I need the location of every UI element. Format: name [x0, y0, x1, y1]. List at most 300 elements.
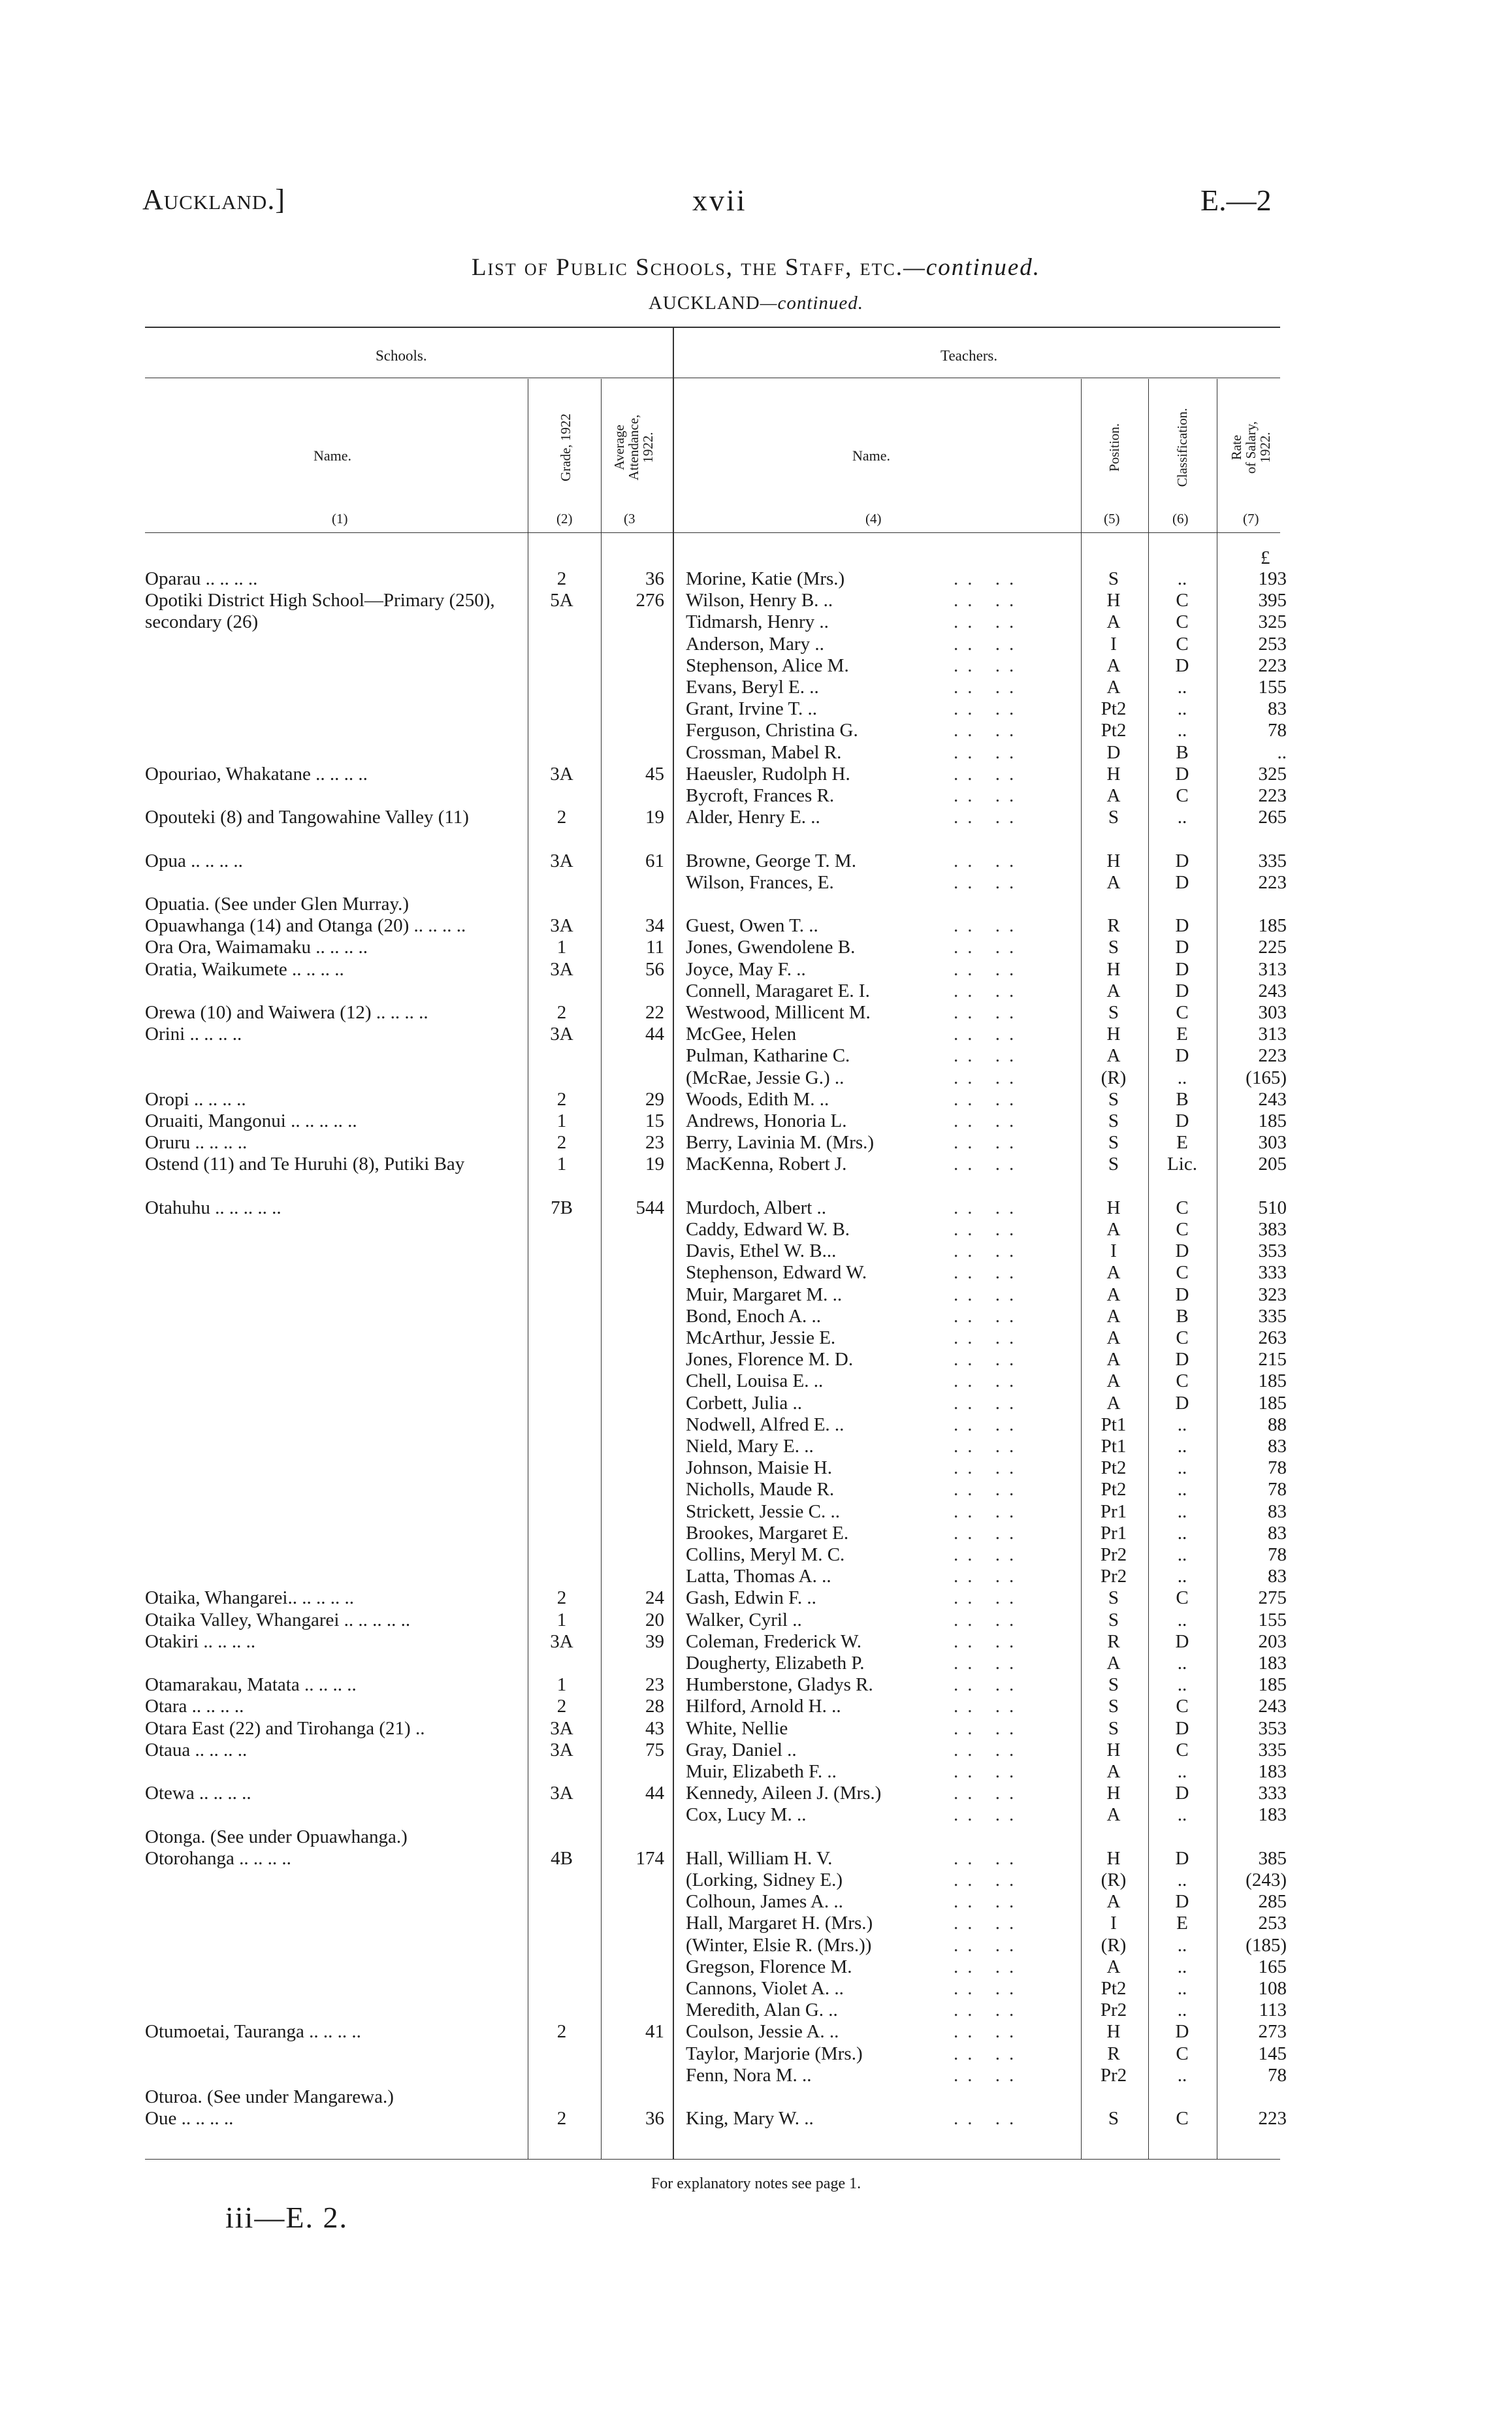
teacher-position: I — [1110, 1913, 1117, 1934]
salary-rate: 243 — [1258, 980, 1287, 1001]
teacher-position: H — [1106, 2021, 1121, 2043]
salary-rate: 285 — [1258, 1891, 1287, 1913]
teacher-position: A — [1106, 1392, 1121, 1414]
salary-rate: 265 — [1258, 807, 1287, 828]
dot-leader: .. .. — [954, 1891, 1023, 1913]
teacher-position: A — [1106, 1284, 1121, 1305]
salary-rate: 185 — [1258, 1110, 1287, 1131]
teacher-position: Pt1 — [1101, 1414, 1127, 1435]
teacher-name: Gash, Edwin F. .. — [686, 1587, 816, 1609]
teacher-name: Grant, Irvine T. .. — [686, 698, 818, 720]
teacher-name: Stephenson, Edward W. — [686, 1262, 867, 1284]
teacher-name: Ferguson, Christina G. — [686, 720, 858, 741]
teacher-position: H — [1106, 1024, 1121, 1045]
salary-header: Rate of Salary, 1922. — [1229, 421, 1273, 474]
dot-leader: .. .. — [954, 1370, 1023, 1392]
salary-rate: 325 — [1258, 611, 1287, 633]
teacher-position: A — [1106, 1653, 1121, 1674]
school-name: Ostend (11) and Te Huruhi (8), Putiki Bay — [145, 1154, 465, 1175]
teacher-classification: .. — [1177, 1067, 1187, 1088]
teacher-name: White, Nellie — [686, 1717, 788, 1739]
teacher-classification: .. — [1177, 1978, 1187, 1999]
teacher-classification: C — [1176, 590, 1189, 611]
teacher-name: Wilson, Henry B. .. — [686, 590, 833, 611]
currency-symbol: £ — [1261, 547, 1270, 568]
teacher-classification: .. — [1177, 677, 1187, 698]
average-attendance: 75 — [645, 1739, 664, 1760]
teacher-classification: .. — [1177, 698, 1187, 720]
salary-rate: 83 — [1268, 1436, 1287, 1457]
teacher-name: Andrews, Honoria L. — [686, 1110, 847, 1131]
col-number-4: (4) — [865, 511, 882, 526]
teacher-name: Morine, Katie (Mrs.) — [686, 568, 845, 589]
header-bottom-rule — [145, 532, 1280, 533]
school-grade: 7B — [551, 1197, 573, 1218]
school-name: Opuatia. (See under Glen Murray.) — [145, 894, 409, 915]
teacher-position: D — [1106, 741, 1121, 763]
salary-rate: 273 — [1258, 2021, 1287, 2043]
dot-leader: .. .. — [954, 2108, 1023, 2130]
dot-leader: .. .. — [954, 763, 1023, 785]
school-grade: 2 — [556, 1088, 567, 1110]
col-number-5: (5) — [1104, 511, 1120, 526]
attendance-header: Average Attendance, 1922. — [611, 414, 656, 481]
salary-rate: 83 — [1268, 1566, 1287, 1587]
salary-rate: 193 — [1258, 568, 1287, 589]
teacher-name: Evans, Beryl E. .. — [686, 677, 819, 698]
school-grade: 3A — [550, 915, 573, 937]
average-attendance: 44 — [645, 1783, 664, 1804]
teacher-classification: D — [1175, 1240, 1189, 1262]
school-grade: 3A — [550, 1739, 573, 1760]
teacher-position: S — [1108, 807, 1119, 828]
teacher-name: Coleman, Frederick W. — [686, 1630, 862, 1652]
dot-leader: .. .. — [954, 2064, 1023, 2086]
dot-leader: .. .. — [954, 1522, 1023, 1544]
dot-leader: .. .. — [954, 1761, 1023, 1782]
school-name: Oturoa. (See under Mangarewa.) — [145, 2086, 394, 2107]
school-grade: 2 — [556, 1132, 567, 1154]
position-header: Position. — [1106, 423, 1122, 472]
dot-leader: .. .. — [954, 1045, 1023, 1067]
teacher-position: Pt2 — [1101, 1978, 1127, 1999]
school-name: Ora Ora, Waimamaku .. .. .. .. — [145, 937, 368, 958]
school-grade: 3A — [550, 850, 573, 871]
salary-rate: 335 — [1258, 1305, 1287, 1327]
classification-header: Classification. — [1174, 408, 1190, 487]
col-number-3: (3 — [624, 511, 635, 526]
teacher-name: Cannons, Violet A. .. — [686, 1978, 844, 1999]
school-name: Otara East (22) and Tirohanga (21) .. — [145, 1717, 425, 1739]
teacher-name: Caddy, Edward W. B. — [686, 1219, 850, 1240]
teacher-name: Cox, Lucy M. .. — [686, 1804, 807, 1826]
teacher-position: (R) — [1101, 1934, 1127, 1956]
school-name: Orewa (10) and Waiwera (12) .. .. .. .. — [145, 1002, 428, 1023]
salary-rate: 275 — [1258, 1587, 1287, 1609]
teacher-name: (Lorking, Sidney E.) — [686, 1870, 843, 1890]
school-grade: 3A — [550, 763, 573, 785]
school-name: Opotiki District High School—Primary (250), secondary (26) — [145, 590, 495, 633]
col-number-7: (7) — [1243, 511, 1259, 526]
school-name: Opuawhanga (14) and Otanga (20) .. .. .. .. — [145, 915, 466, 937]
teacher-classification: D — [1175, 2021, 1189, 2043]
teacher-classification: D — [1175, 1891, 1189, 1913]
teacher-position: H — [1106, 850, 1121, 871]
teacher-position: I — [1110, 633, 1117, 655]
teacher-position: H — [1106, 1197, 1121, 1218]
school-name: Otaika Valley, Whangarei .. .. .. .. .. — [145, 1609, 411, 1630]
school-grade: 2 — [556, 1002, 567, 1023]
teacher-position: A — [1106, 980, 1121, 1001]
dot-leader: .. .. — [954, 1609, 1023, 1630]
teacher-classification: E — [1176, 1024, 1188, 1045]
teacher-position: R — [1107, 2043, 1120, 2064]
dot-leader: .. .. — [954, 2000, 1023, 2021]
dot-leader: .. .. — [954, 1870, 1023, 1890]
teacher-position: A — [1106, 1219, 1121, 1240]
col-divider-teachers — [673, 327, 674, 2159]
salary-rate: 353 — [1258, 1240, 1287, 1262]
teacher-classification: B — [1176, 1088, 1189, 1110]
teacher-position: H — [1106, 958, 1121, 980]
teacher-name: Tidmarsh, Henry .. — [686, 611, 829, 633]
teacher-position: S — [1108, 1088, 1119, 1110]
salary-rate: 185 — [1258, 915, 1287, 937]
salary-rate: 303 — [1258, 1132, 1287, 1154]
teacher-position: H — [1106, 1847, 1121, 1869]
teacher-name: Bond, Enoch A. .. — [686, 1305, 822, 1327]
dot-leader: .. .. — [954, 677, 1023, 698]
salary-rate: 253 — [1258, 633, 1287, 655]
school-grade: 2 — [556, 2021, 567, 2043]
dot-leader: .. .. — [954, 1088, 1023, 1110]
salary-rate: 325 — [1258, 763, 1287, 785]
average-attendance: 43 — [645, 1717, 664, 1739]
teacher-name: Stephenson, Alice M. — [686, 655, 849, 676]
teacher-position: H — [1106, 590, 1121, 611]
teacher-classification: .. — [1177, 2064, 1187, 2086]
school-grade: 3A — [550, 1717, 573, 1739]
teacher-position: A — [1106, 1956, 1121, 1977]
teacher-name: Connell, Maragaret E. I. — [686, 980, 870, 1001]
teacher-classification: C — [1176, 1327, 1189, 1348]
teacher-name: King, Mary W. .. — [686, 2108, 814, 2130]
table-bottom-rule — [145, 2159, 1280, 2160]
dot-leader: .. .. — [954, 2043, 1023, 2064]
school-name: Otumoetai, Tauranga .. .. .. .. — [145, 2021, 361, 2043]
dot-leader: .. .. — [954, 655, 1023, 676]
salary-rate: 165 — [1258, 1956, 1287, 1977]
school-grade: 3A — [550, 1024, 573, 1045]
teacher-classification: D — [1175, 915, 1189, 937]
salary-rate: 83 — [1268, 698, 1287, 720]
teacher-name: (McRae, Jessie G.) .. — [686, 1067, 844, 1088]
dot-leader: .. .. — [954, 1717, 1023, 1739]
school-name: Oruaiti, Mangonui .. .. .. .. .. — [145, 1110, 357, 1131]
teacher-name: Gregson, Florence M. — [686, 1956, 852, 1977]
salary-rate: (185) — [1246, 1934, 1287, 1956]
salary-rate: 155 — [1258, 1609, 1287, 1630]
teacher-position: S — [1108, 1002, 1119, 1023]
school-grade: 2 — [556, 807, 567, 828]
teacher-name: Muir, Margaret M. .. — [686, 1284, 843, 1305]
teacher-position: A — [1106, 677, 1121, 698]
salary-rate: 313 — [1258, 958, 1287, 980]
teacher-classification: D — [1175, 1045, 1189, 1067]
school-grade: 4B — [551, 1847, 573, 1869]
dot-leader: .. .. — [954, 1913, 1023, 1934]
dot-leader: .. .. — [954, 807, 1023, 828]
teacher-name: Humberstone, Gladys R. — [686, 1674, 873, 1696]
signature-mark: iii—E. 2. — [225, 2201, 348, 2234]
salary-rate: 108 — [1258, 1978, 1287, 1999]
teacher-classification: D — [1175, 655, 1189, 676]
salary-rate: 510 — [1258, 1197, 1287, 1218]
average-attendance: 36 — [645, 2108, 664, 2130]
salary-rate: 78 — [1268, 720, 1287, 741]
dot-leader: .. .. — [954, 1457, 1023, 1479]
average-attendance: 45 — [645, 763, 664, 785]
dot-leader: .. .. — [954, 1479, 1023, 1500]
teacher-name: Colhoun, James A. .. — [686, 1891, 843, 1913]
teacher-classification: .. — [1177, 1674, 1187, 1696]
teacher-name: Nield, Mary E. .. — [686, 1436, 814, 1457]
teacher-classification: D — [1175, 763, 1189, 785]
teacher-classification: D — [1175, 958, 1189, 980]
teacher-classification: C — [1176, 1262, 1189, 1284]
teacher-name: Muir, Elizabeth F. .. — [686, 1761, 837, 1782]
teacher-name: Guest, Owen T. .. — [686, 915, 818, 937]
salary-rate: 83 — [1268, 1500, 1287, 1522]
col-divider-classification — [1148, 379, 1149, 2159]
teacher-classification: D — [1175, 1110, 1189, 1131]
school-name: Otara .. .. .. .. — [145, 1696, 244, 1717]
school-name: Opouteki (8) and Tangowahine Valley (11) — [145, 807, 469, 828]
schools-section-header: Schools. — [376, 348, 427, 364]
salary-rate: 78 — [1268, 2064, 1287, 2086]
teacher-position: A — [1106, 1761, 1121, 1782]
teacher-name: Gray, Daniel .. — [686, 1739, 797, 1760]
average-attendance: 19 — [645, 1154, 664, 1175]
salary-rate: 83 — [1268, 1522, 1287, 1544]
page-subtitle: AUCKLAND—continued. — [648, 293, 864, 314]
teacher-classification: Lic. — [1167, 1154, 1197, 1175]
school-grade: 1 — [556, 1674, 567, 1696]
school-name: Oratia, Waikumete .. .. .. .. — [145, 958, 344, 980]
dot-leader: .. .. — [954, 1392, 1023, 1414]
dot-leader: .. .. — [954, 1197, 1023, 1218]
teacher-name: Joyce, May F. .. — [686, 958, 806, 980]
dot-leader: .. .. — [954, 1804, 1023, 1826]
salary-rate: 225 — [1258, 937, 1287, 958]
dot-leader: .. .. — [954, 785, 1023, 806]
teacher-name: Hall, William H. V. — [686, 1847, 833, 1869]
dot-leader: .. .. — [954, 1284, 1023, 1305]
teacher-classification: C — [1176, 611, 1189, 633]
teacher-position: S — [1108, 1717, 1119, 1739]
teacher-position: R — [1107, 915, 1120, 937]
dot-leader: .. .. — [954, 568, 1023, 589]
salary-rate: 323 — [1258, 1284, 1287, 1305]
teacher-classification: .. — [1177, 2000, 1187, 2021]
salary-rate: 215 — [1258, 1349, 1287, 1370]
school-name-header: Name. — [314, 447, 352, 464]
dot-leader: .. .. — [954, 1002, 1023, 1023]
teacher-name: Corbett, Julia .. — [686, 1392, 803, 1414]
school-name: Otorohanga .. .. .. .. — [145, 1847, 291, 1869]
teacher-name: Nicholls, Maude R. — [686, 1479, 835, 1500]
teacher-classification: .. — [1177, 720, 1187, 741]
average-attendance: 23 — [645, 1132, 664, 1154]
teacher-classification: D — [1175, 1847, 1189, 1869]
school-grade: 3A — [550, 1783, 573, 1804]
dot-leader: .. .. — [954, 915, 1023, 937]
teacher-position: S — [1108, 1110, 1119, 1131]
average-attendance: 29 — [645, 1088, 664, 1110]
col-divider-position — [1081, 379, 1082, 2159]
col-number-1: (1) — [332, 511, 348, 526]
salary-rate: 223 — [1258, 1045, 1287, 1067]
average-attendance: 19 — [645, 807, 664, 828]
teacher-position: Pt2 — [1101, 1479, 1127, 1500]
school-name: Otonga. (See under Opuawhanga.) — [145, 1826, 408, 1847]
dot-leader: .. .. — [954, 1349, 1023, 1370]
teacher-name: Taylor, Marjorie (Mrs.) — [686, 2043, 863, 2064]
teacher-classification: .. — [1177, 568, 1187, 589]
col-number-2: (2) — [556, 511, 573, 526]
average-attendance: 28 — [645, 1696, 664, 1717]
teacher-position: Pt2 — [1101, 1457, 1127, 1479]
teacher-position: A — [1106, 1349, 1121, 1370]
teacher-position: S — [1108, 937, 1119, 958]
average-attendance: 41 — [645, 2021, 664, 2043]
salary-rate: 88 — [1268, 1414, 1287, 1435]
school-grade: 1 — [556, 937, 567, 958]
teacher-name: Coulson, Jessie A. .. — [686, 2021, 839, 2043]
salary-rate: 253 — [1258, 1913, 1287, 1934]
average-attendance: 15 — [645, 1110, 664, 1131]
dot-leader: .. .. — [954, 1219, 1023, 1240]
teacher-name: Latta, Thomas A. .. — [686, 1566, 831, 1587]
average-attendance: 20 — [645, 1609, 664, 1630]
average-attendance: 174 — [635, 1847, 664, 1869]
dot-leader: .. .. — [954, 1739, 1023, 1760]
teacher-name: Walker, Cyril .. — [686, 1609, 802, 1630]
school-name: Otamarakau, Matata .. .. .. .. — [145, 1674, 357, 1696]
average-attendance: 56 — [645, 958, 664, 980]
school-grade: 2 — [556, 1587, 567, 1609]
teacher-classification: E — [1176, 1913, 1188, 1934]
dot-leader: .. .. — [954, 958, 1023, 980]
salary-rate: 183 — [1258, 1653, 1287, 1674]
school-grade: 1 — [556, 1154, 567, 1175]
teacher-position: (R) — [1101, 1067, 1127, 1088]
teacher-classification: D — [1175, 1630, 1189, 1652]
teacher-name: Meredith, Alan G. .. — [686, 2000, 838, 2021]
teacher-position: Pt2 — [1101, 698, 1127, 720]
teacher-classification: .. — [1177, 1457, 1187, 1479]
school-name: Opouriao, Whakatane .. .. .. .. — [145, 763, 368, 785]
teacher-position: H — [1106, 1739, 1121, 1760]
school-name: Otaua .. .. .. .. — [145, 1739, 248, 1760]
salary-rate: 203 — [1258, 1630, 1287, 1652]
teacher-name: Anderson, Mary .. — [686, 633, 824, 655]
teacher-classification: .. — [1177, 1934, 1187, 1956]
teacher-classification: C — [1176, 1739, 1189, 1760]
teachers-section-header: Teachers. — [941, 348, 998, 364]
teacher-position: S — [1108, 1696, 1119, 1717]
teacher-name: Browne, George T. M. — [686, 850, 856, 871]
salary-rate: 223 — [1258, 871, 1287, 893]
dot-leader: .. .. — [954, 2021, 1023, 2043]
dot-leader: .. .. — [954, 1327, 1023, 1348]
col-divider-attendance — [601, 379, 602, 2159]
teacher-classification: .. — [1177, 1870, 1187, 1890]
school-name: Otahuhu .. .. .. .. .. — [145, 1197, 281, 1218]
salary-rate: 313 — [1258, 1024, 1287, 1045]
dot-leader: .. .. — [954, 1067, 1023, 1088]
teacher-position: R — [1107, 1630, 1120, 1652]
teacher-position: Pr2 — [1100, 2000, 1127, 2021]
teacher-classification: .. — [1177, 1522, 1187, 1544]
dot-leader: .. .. — [954, 741, 1023, 763]
teacher-classification: D — [1175, 871, 1189, 893]
average-attendance: 22 — [645, 1002, 664, 1023]
teacher-classification: D — [1175, 1349, 1189, 1370]
teacher-classification: C — [1176, 785, 1189, 806]
teacher-name: Fenn, Nora M. .. — [686, 2064, 812, 2086]
dot-leader: .. .. — [954, 1154, 1023, 1175]
teacher-classification: .. — [1177, 1566, 1187, 1587]
teacher-name: Nodwell, Alfred E. .. — [686, 1414, 844, 1435]
teacher-name: McGee, Helen — [686, 1024, 797, 1045]
grade-header: Grade, 1922 — [558, 413, 573, 481]
salary-rate: 78 — [1268, 1479, 1287, 1500]
teacher-classification: D — [1175, 850, 1189, 871]
teacher-name: Collins, Meryl M. C. — [686, 1544, 845, 1565]
school-name: Otaika, Whangarei.. .. .. .. .. — [145, 1587, 354, 1609]
teacher-classification: .. — [1177, 807, 1187, 828]
teacher-position: S — [1108, 2108, 1119, 2130]
dot-leader: .. .. — [954, 1674, 1023, 1696]
dot-leader: .. .. — [954, 980, 1023, 1001]
teacher-name: Hall, Margaret H. (Mrs.) — [686, 1913, 873, 1934]
school-grade: 2 — [556, 568, 567, 589]
teacher-position: S — [1108, 1587, 1119, 1609]
teacher-name: Hilford, Arnold H. .. — [686, 1696, 841, 1717]
teacher-name: Jones, Florence M. D. — [686, 1349, 854, 1370]
teacher-position: I — [1110, 1240, 1117, 1262]
teacher-classification: .. — [1177, 1653, 1187, 1674]
salary-rate: 185 — [1258, 1674, 1287, 1696]
teacher-position: S — [1108, 1609, 1119, 1630]
salary-rate: 243 — [1258, 1088, 1287, 1110]
teacher-position: A — [1106, 1891, 1121, 1913]
salary-rate: 335 — [1258, 850, 1287, 871]
salary-rate: 333 — [1258, 1783, 1287, 1804]
teacher-name: Westwood, Millicent M. — [686, 1002, 871, 1023]
average-attendance: 23 — [645, 1674, 664, 1696]
dot-leader: .. .. — [954, 1110, 1023, 1131]
teacher-classification: .. — [1177, 1804, 1187, 1826]
teacher-position: H — [1106, 763, 1121, 785]
salary-rate: 183 — [1258, 1761, 1287, 1782]
teacher-name: (Winter, Elsie R. (Mrs.)) — [686, 1934, 872, 1956]
dot-leader: .. .. — [954, 1544, 1023, 1565]
teacher-name: Bycroft, Frances R. — [686, 785, 835, 806]
teacher-name: Haeusler, Rudolph H. — [686, 763, 850, 785]
dot-leader: .. .. — [954, 1436, 1023, 1457]
